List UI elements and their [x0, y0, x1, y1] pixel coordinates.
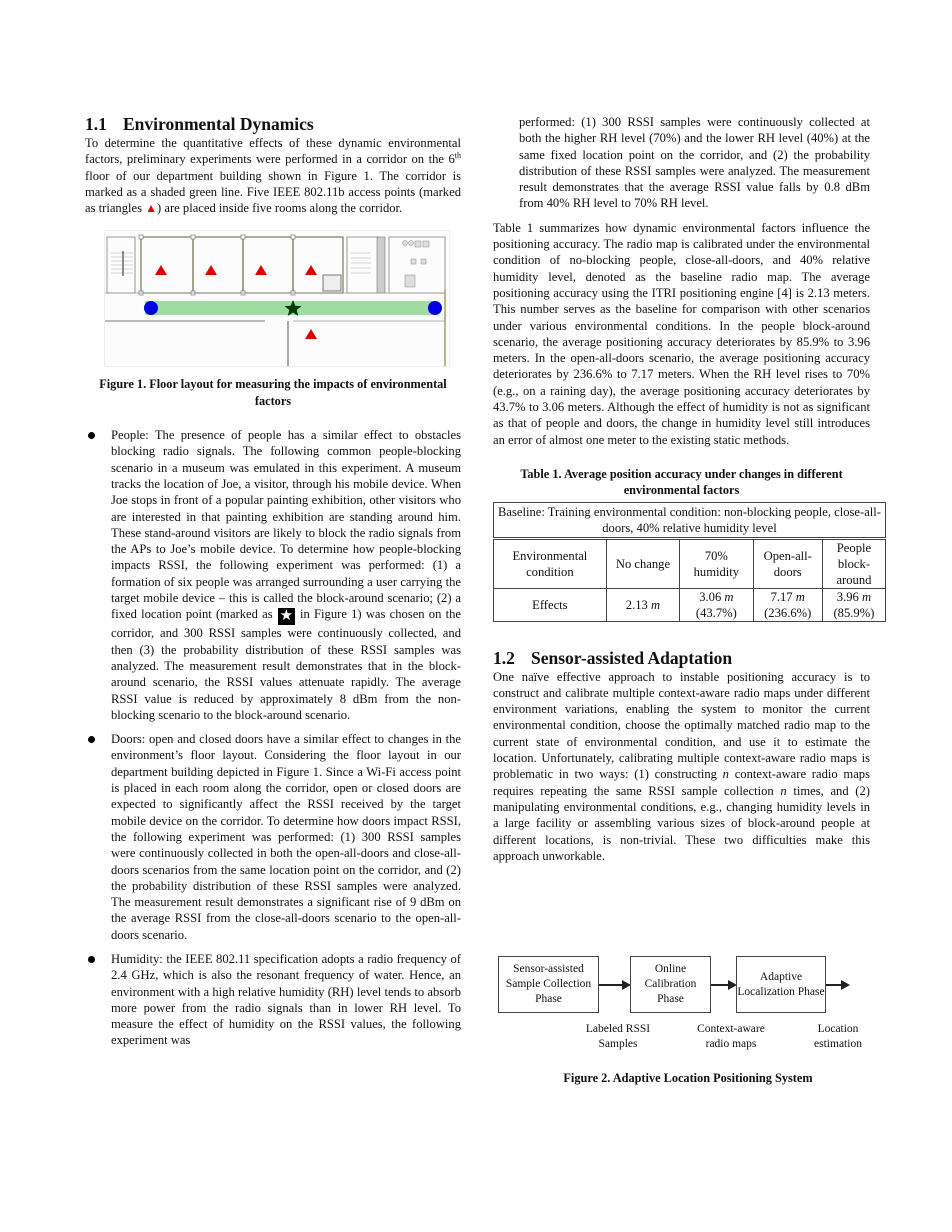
- corridor-start-point: [144, 301, 158, 315]
- humidity-continuation: performed: (1) 300 RSSI samples were continuously collected at both the higher RH level (70%) and the lower RH level (40%) at the same fixed location point on the corridor, and (2) the probability distribution of these RSSI samples were analyzed. The measurement result demonstrates that the average RSSI value falls by 0.8 dBm from 40% RH level to 70% RH level.: [519, 115, 870, 211]
- list-item-doors: Doors: open and closed doors have a similar effect to changes in the environment’s floor layout. Considering the floor layout in our department building depicted in Figure 1. Since a Wi-Fi access point is placed in each room along the corridor, open or closed doors are expected to significantly affect the RSSI received by the target mobile device on the corridor. To determine how doors impact RSSI, the following experiment was performed: (1) 300 RSSI samples were continuously collected in both the open-all-doors and close-all-doors scenarios from the same location point on the corridor, and (2) the probability distribution of these RSSI samples were analyzed. The measurement result demonstrates a significant rise of 9 dBm on the average RSSI from the close-all-doors scenario to the open-all-doors scenario.: [85, 731, 461, 943]
- section-title: Sensor-assisted Adaptation: [531, 647, 733, 668]
- box-online-calibration: Online Calibration Phase: [630, 956, 711, 1013]
- table-header-cell: Open-all-doors: [753, 538, 822, 588]
- factors-list: [85, 427, 461, 1049]
- floor-plan-image: [105, 231, 449, 366]
- table-header-row: [494, 538, 886, 588]
- table-row: [494, 588, 886, 621]
- arrow-icon: [826, 984, 848, 986]
- table-cell: 7.17 m (236.6%): [753, 588, 822, 621]
- bullet-icon: [88, 736, 95, 743]
- figure-2-caption: Figure 2. Adaptive Location Positioning System: [563, 1071, 813, 1085]
- section-number: 1.2: [493, 647, 515, 668]
- table-cell: 3.96 m (85.9%): [822, 588, 885, 621]
- table-cell: 3.06 m (43.7%): [680, 588, 753, 621]
- list-item-humidity: Humidity: the IEEE 802.11 specification adopts a radio frequency of 2.4 GHz, which is also the resonant frequency of water. Hence, an environment with a high relative humidity (RH) level tends to absorb more power from the radio signals than in lower RH level. To measure the effect of humidity on the RSSI values, the following experiment was: [85, 951, 461, 1049]
- section-title: Environmental Dynamics: [123, 114, 314, 134]
- section-number: 1.1: [85, 114, 107, 134]
- table-header-cell: People block-around: [822, 538, 885, 588]
- bullet-icon: [88, 432, 95, 439]
- right-column: [493, 114, 881, 864]
- table-cell: 2.13 m: [606, 588, 679, 621]
- table-1-caption: Table 1. Average position accuracy under changes in different environmental factors: [520, 466, 843, 498]
- left-column: [85, 114, 461, 1057]
- arrow-icon: [711, 984, 735, 986]
- effects-label-cell: Effects: [494, 588, 607, 621]
- table-header-cell: Environmental condition: [494, 538, 607, 588]
- arrow-icon: [599, 984, 629, 986]
- bullet-icon: [88, 956, 95, 963]
- label-location-estimation: Location estimation: [814, 1023, 862, 1050]
- table-baseline-cell: Baseline: Training environmental condition: non-blocking people, close-all-doors, 40% relative humidity level: [494, 502, 886, 538]
- table-1: [493, 502, 886, 622]
- list-item-people: People: The presence of people has a similar effect to obstacles blocking radio signals. The following common people-blocking scenario in a museum was emulated in this experiment. A museum tracks the location of Joe, a visitor, through his mobile device. When Joe stops in front of a popular painting exhibition, other visitors who are interested in that painting exhibition are standing around him. These stand-around visitors are likely to block the radio signals from the APs to Joe’s mobile device. To determine how people-blocking impacts RSSI, the following experiment was performed: (1) a formation of six people was arranged surrounding a user carrying the target mobile device – this is called the block-around scenario; (2) a fixed location point (marked as ★ in Figure 1) was chosen on the corridor, and 300 RSSI samples were continuously collected, and then (3) the probability distribution of these RSSI samples was analyzed. The measurement result demonstrates that in the block-around scenario, the RSSI values attenuate rapidly. The average RSSI value is reduced by approximately 8 dBm from the non-blocking scenario to the block-around scenario.: [85, 427, 461, 723]
- figure-1-floor-layout: [104, 230, 450, 367]
- table-header-cell: 70% humidity: [680, 538, 753, 588]
- corridor-end-point: [428, 301, 442, 315]
- label-labeled-rssi: Labeled RSSI Samples: [585, 1023, 651, 1050]
- star-icon: ★: [279, 608, 294, 625]
- intro-paragraph: To determine the quantitative effects of these dynamic environmental factors, preliminary experiments were performed in a corridor on the 6th floor of our department building shown in Figure 1. The corridor is marked as a shaded green line. Five IEEE 802.11b access points (marked as triangles ▲) are placed inside five rooms along the corridor.: [85, 136, 461, 216]
- box-adaptive-localization: Adaptive Localization Phase: [736, 956, 826, 1013]
- table-summary-paragraph: Table 1 summarizes how dynamic environmental factors influence the positioning accuracy. The radio map is calibrated under the environmental condition of no-blocking people, close-all-doors, and 40% relative humidity level, denoted as the baseline radio map. The average positioning accuracy using the ITRI positioning engine [4] is 2.13 meters. This number serves as the baseline for comparison with other scenarios under various environmental conditions. In the people block-around scenario, the average positioning accuracy deteriorates by 85.9% to 3.96 meters. In the open-all-doors scenario, the average positioning accuracy deteriorates by 236.6% to 7.17 meters. When the RH level rises to 70% (e.g., on a raining day), the average positioning accuracy deteriorates by 43.7% to 3.06 meters. Although the effect of humidity is not as significant as that of people and doors, the change in humidity level still introduces an error of almost one meter to the existing static methods.: [493, 220, 870, 447]
- triangle-icon: ▲: [145, 201, 158, 216]
- table-header-cell: No change: [606, 538, 679, 588]
- section-heading-1-2: [493, 648, 870, 668]
- label-context-aware: Context-aware radio maps: [697, 1023, 765, 1050]
- box-sample-collection: Sensor-assisted Sample Collection Phase: [498, 956, 599, 1013]
- section-heading-1-1: [85, 114, 461, 134]
- figure-1-caption: Figure 1. Floor layout for measuring the impacts of environmental factors: [99, 377, 447, 408]
- adaptation-paragraph: One naïve effective approach to instable positioning accuracy is to construct and calibrate multiple context-aware radio maps under different environment variations, enabling the system to monitor the current environmental condition, choose the optimally matched radio map to the current state of environmental condition, and use it to estimate the location. Unfortunately, calibrating multiple context-aware radio maps is problematic in two ways: (1) constructing n context-aware radio maps requires repeating the same RSSI sample collection n times, and (2) manipulating environmental conditions, e.g., changing humidity levels in a large facility or assembling various sizes of block-around people at different locations, is non-trivial. These two difficulties make this approach unworkable.: [493, 669, 871, 863]
